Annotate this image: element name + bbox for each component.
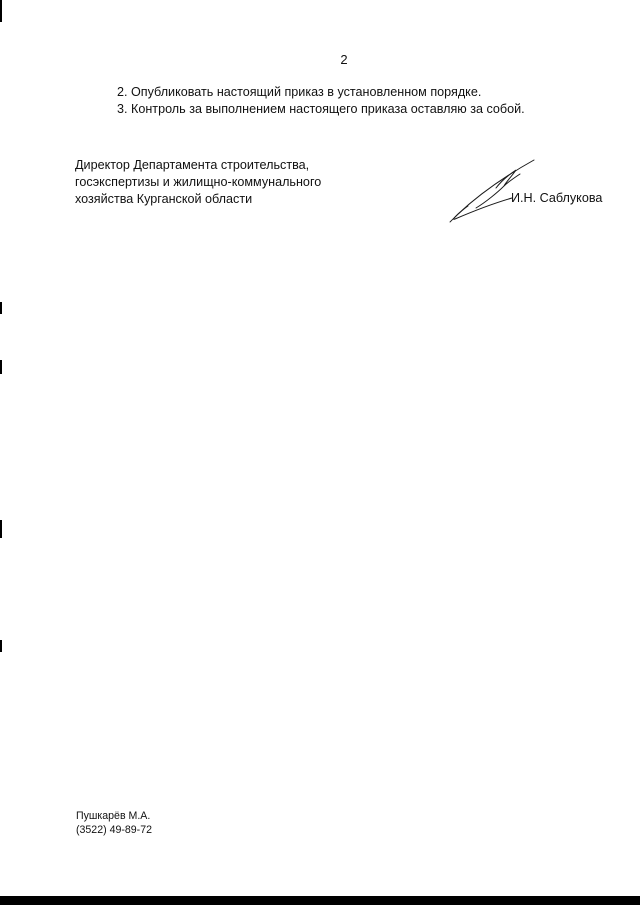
position-line: Директор Департамента строительства, (75, 158, 310, 172)
scan-edge-mark (0, 302, 2, 314)
order-item-2: 2. Опубликовать настоящий приказ в установленном порядке. (117, 85, 482, 99)
executor-info (76, 809, 152, 837)
signatory-name: И.Н. Саблукова (511, 191, 603, 205)
order-item-3: 3. Контроль за выполнением настоящего приказа оставляю за собой. (117, 102, 525, 116)
position-line: хозяйства Курганской области (75, 192, 253, 206)
signatory-position (75, 157, 321, 208)
order-items (117, 84, 525, 118)
executor-name: Пушкарёв М.А. (76, 810, 151, 822)
handwritten-signature-icon (446, 150, 546, 230)
executor-phone: (3522) 49-89-72 (76, 824, 152, 836)
scan-edge-mark (0, 0, 2, 22)
scan-edge-mark (0, 640, 2, 652)
scan-edge-mark (0, 360, 2, 374)
position-line: госэкспертизы и жилищно-коммунального (75, 175, 322, 189)
scan-bottom-border (0, 896, 640, 905)
page-number: 2 (340, 52, 348, 67)
scan-edge-mark (0, 520, 2, 538)
